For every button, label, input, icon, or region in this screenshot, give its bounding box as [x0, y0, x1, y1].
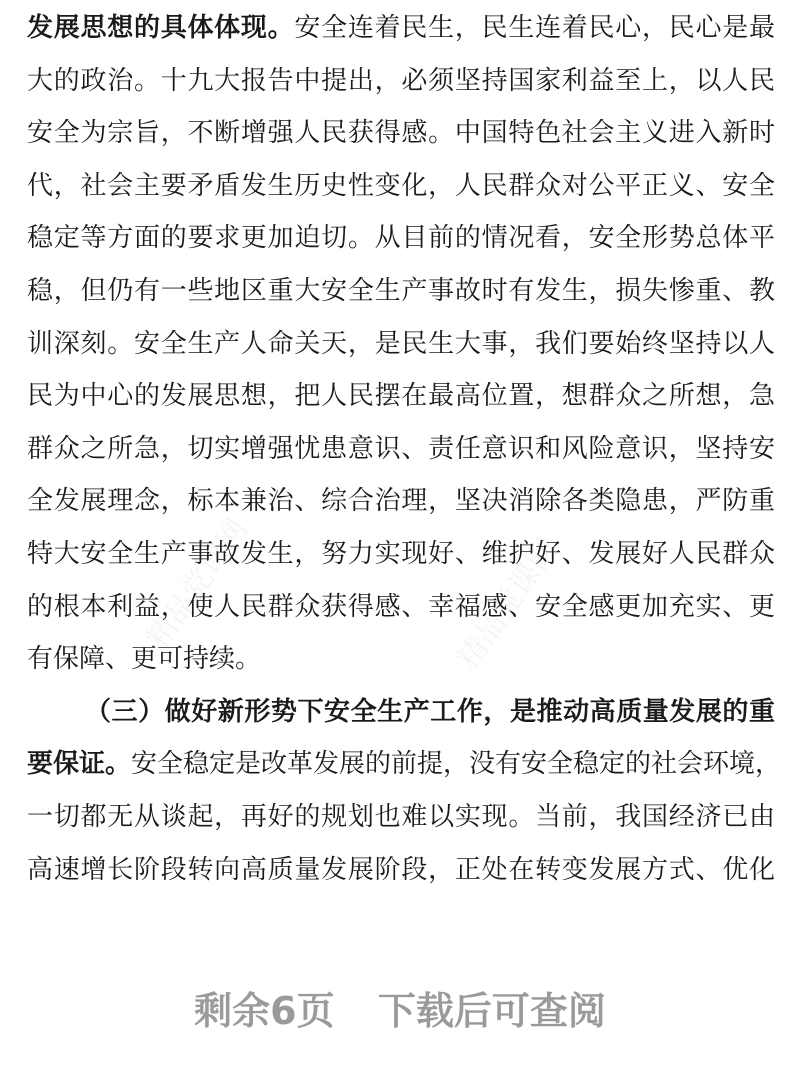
text-line: 群众之所急，切实增强忧患意识、责任意识和风险意识，坚持安 [27, 433, 775, 464]
text-line: 有保障、更可持续。 [27, 644, 262, 675]
text-line: 高速增长阶段转向高质量发展阶段，正处在转变发展方式、优化 [27, 854, 775, 885]
text-line: 稳定等方面的要求更加迫切。从目前的情况看，安全形势总体平 [27, 223, 775, 254]
text-line: 要保证。安全稳定是改革发展的前提，没有安全稳定的社会环境， [27, 749, 782, 780]
text-line: 稳，但仍有一些地区重大安全生产事故时有发生，损失惨重、教 [27, 275, 775, 306]
text-line: 一切都无从谈起，再好的规划也难以实现。当前，我国经济已由 [27, 801, 775, 832]
text-line: 代，社会主要矛盾发生历史性变化，人民群众对公平正义、安全 [27, 170, 775, 201]
download-prompt[interactable]: 剩余6页 下载后可查阅 [194, 989, 606, 1033]
document-body [27, 2, 782, 896]
section-heading: （三）做好新形势下安全生产工作，是推动高质量发展的重 [85, 696, 775, 727]
text-line: 民为中心的发展思想，把人民摆在最高位置，想群众之所想，急 [27, 381, 775, 412]
text-line: 安全为宗旨，不断增强人民获得感。中国特色社会主义进入新时 [27, 118, 775, 149]
text-line: 特大安全生产事故发生，努力实现好、维护好、发展好人民群众 [27, 538, 775, 569]
text-line: 大的政治。十九大报告中提出，必须坚持国家利益至上，以人民 [27, 65, 775, 96]
text-line: 全发展理念，标本兼治、综合治理，坚决消除各类隐患，严防重 [27, 486, 775, 517]
text-line: 发展思想的具体体现。安全连着民生，民生连着民心，民心是最 [27, 13, 775, 43]
text-line: 训深刻。安全生产人命关天，是民生大事，我们要始终坚持以人 [27, 328, 775, 359]
text-line: 的根本利益，使人民群众获得感、幸福感、安全感更加充实、更 [27, 591, 775, 622]
